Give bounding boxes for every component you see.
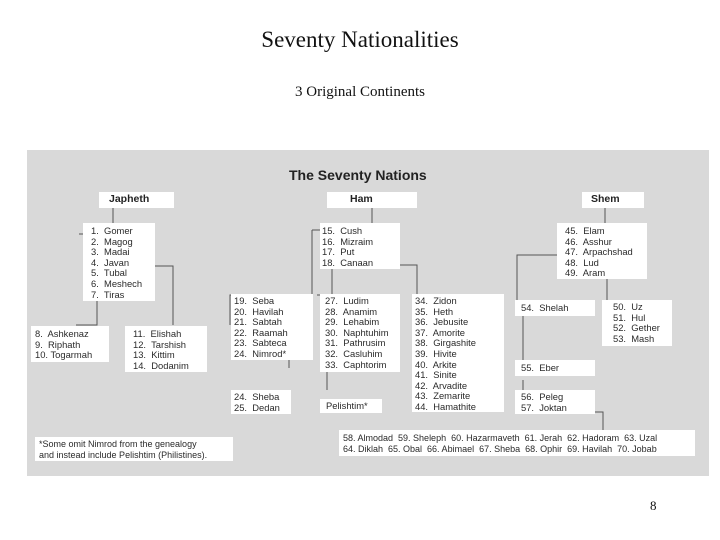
figure-title: The Seventy Nations <box>289 167 427 183</box>
footnote-line-1: *Some omit Nimrod from the genealogy <box>39 439 197 449</box>
cush-sons-list: 19. Seba 20. Havilah 21. Sabtah 22. Raamah 23. Sabteca 24. Nimrod* <box>234 295 288 359</box>
page-number: 8 <box>650 498 657 513</box>
footnote-line-2: and instead include Pelishtim (Philistines). <box>39 450 208 460</box>
ham-sons-list: 15. Cush 16. Mizraim 17. Put 18. Canaan <box>322 225 374 268</box>
shelah-label: 54. Shelah <box>521 302 569 313</box>
canaan-sons-list: 34. Zidon 35. Heth 36. Jebusite 37. Amorite 38. Girgashite 39. Hivite 40. Arkite 41. Sinite 42. Arvadite 43. Zemarite 44. Hamathite <box>415 295 476 412</box>
raamah-sons-list: 24. Sheba 25. Dedan <box>234 391 280 413</box>
shem-sons-list: 45. Elam 46. Asshur 47. Arpachshad 48. Lud 49. Aram <box>565 225 633 279</box>
joktan-sons-line-2: 64. Diklah 65. Obal 66. Abimael 67. Sheba 68. Ophir 69. Havilah 70. Jobab <box>343 444 657 454</box>
joktan-sons-line-1: 58. Almodad 59. Sheleph 60. Hazarmaveth 61. Jerah 62. Hadoram 63. Uzal <box>343 433 658 443</box>
joktan-connector <box>553 412 603 430</box>
eber-sons-list: 56. Peleg 57. Joktan <box>521 391 567 413</box>
slide-subtitle: 3 Original Continents <box>295 84 425 100</box>
canaan-connector <box>354 265 417 295</box>
gomer-sons-list: 8. Ashkenaz 9. Riphath 10. Togarmah <box>35 328 93 361</box>
pelishtim-label: Pelishtim* <box>326 400 368 411</box>
eber-label: 55. Eber <box>521 362 560 373</box>
ham-header: Ham <box>350 193 373 205</box>
javan-sons-list: 11. Elishah 12. Tarshish 13. Kittim 14. Dodanim <box>133 328 189 371</box>
japheth-sons-list: 1. Gomer 2. Magog 3. Madai 4. Javan 5. Tubal 6. Meshech 7. Tiras <box>91 225 143 300</box>
mizraim-sons-list: 27. Ludim 28. Anamim 29. Lehabim 30. Naphtuhim 31. Pathrusim 32. Casluhim 33. Caphtorim <box>325 295 389 370</box>
slide-title: Seventy Nationalities <box>261 27 459 52</box>
japheth-header: Japheth <box>109 193 150 205</box>
seventy-nations-chart <box>27 150 709 476</box>
aram-sons-list: 50. Uz 51. Hul 52. Gether 53. Mash <box>613 301 660 344</box>
shem-header: Shem <box>591 193 620 205</box>
